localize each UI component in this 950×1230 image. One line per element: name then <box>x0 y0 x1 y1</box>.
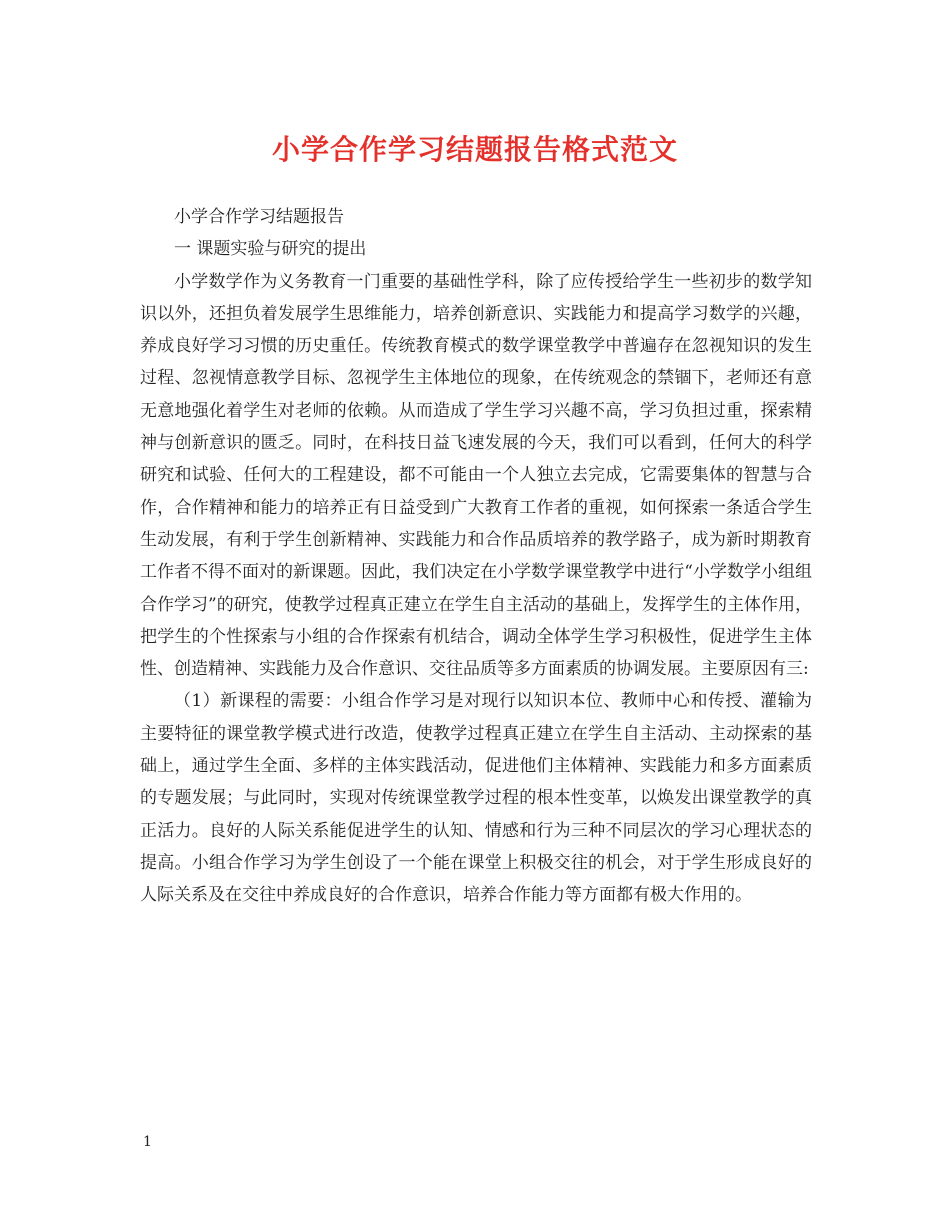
report-heading: 小学合作学习结题报告 <box>174 207 344 227</box>
body-paragraph: （1）新课程的需要：小组合作学习是对现行以知识本位、教师中心和传授、灌输为主要特征的课堂教学模式进行改造，使教学过程真正建立在学生自主活动、主动探索的基础上，通过学生全面、多样的主体实践活动，促进他们主体精神、实践能力和多方面素质的专题发展；与此同时，实现对传统课堂教学过程的根本性变革，以焕发出课堂教学的真正活力。良好的人际关系能促进学生的认知、情感和行为三种不同层次的学习心理状态的提高。小组合作学习为学生创设了一个能在课堂上积极交往的机会，对于学生形成良好的人际关系及在交往中养成良好的合作意识，培养合作能力等方面都有极大作用的。 <box>140 691 812 906</box>
page-number: 1 <box>143 1134 152 1150</box>
document-body <box>140 201 812 912</box>
section-heading: 一 课题实验与研究的提出 <box>174 239 367 260</box>
document-title: 小学合作学习结题报告格式范文 <box>271 133 678 166</box>
body-paragraph: 小学数学作为义务教育一门重要的基础性学科，除了应传授给学生一些初步的数学知识以外，还担负着发展学生思维能力，培养创新意识、实践能力和提高学习数学的兴趣，养成良好学习习惯的历史重任。传统教育模式的数学课堂教学中普遍存在忽视知识的发生过程、忽视情意教学目标、忽视学生主体地位的现象，在传统观念的禁锢下，老师还有意无意地强化着学生对老师的依赖。从而造成了学生学习兴趣不高，学习负担过重，探索精神与创新意识的匮乏。同时，在科技日益飞速发展的今天，我们可以看到，任何大的科学研究和试验、任何大的工程建设，都不可能由一个人独立去完成，它需要集体的智慧与合作，合作精神和能力的培养正有日益受到广大教育工作者的重视，如何探索一条适合学生生动发展，有利于学生创新精神、实践能力和合作品质培养的教学路子，成为新时期教育工作者不得不面对的新课题。因此，我们决定在小学数学课堂教学中进行“小学数学小组组合作学习”的研究，使教学过程真正建立在学生自主活动的基础上，发挥学生的主体作用，把学生的个性探索与小组的合作探索有机结合，调动全体学生学习积极性，促进学生主体性、创造精神、实践能力及合作意识、交往品质等多方面素质的协调发展。主要原因有三: <box>140 271 812 680</box>
